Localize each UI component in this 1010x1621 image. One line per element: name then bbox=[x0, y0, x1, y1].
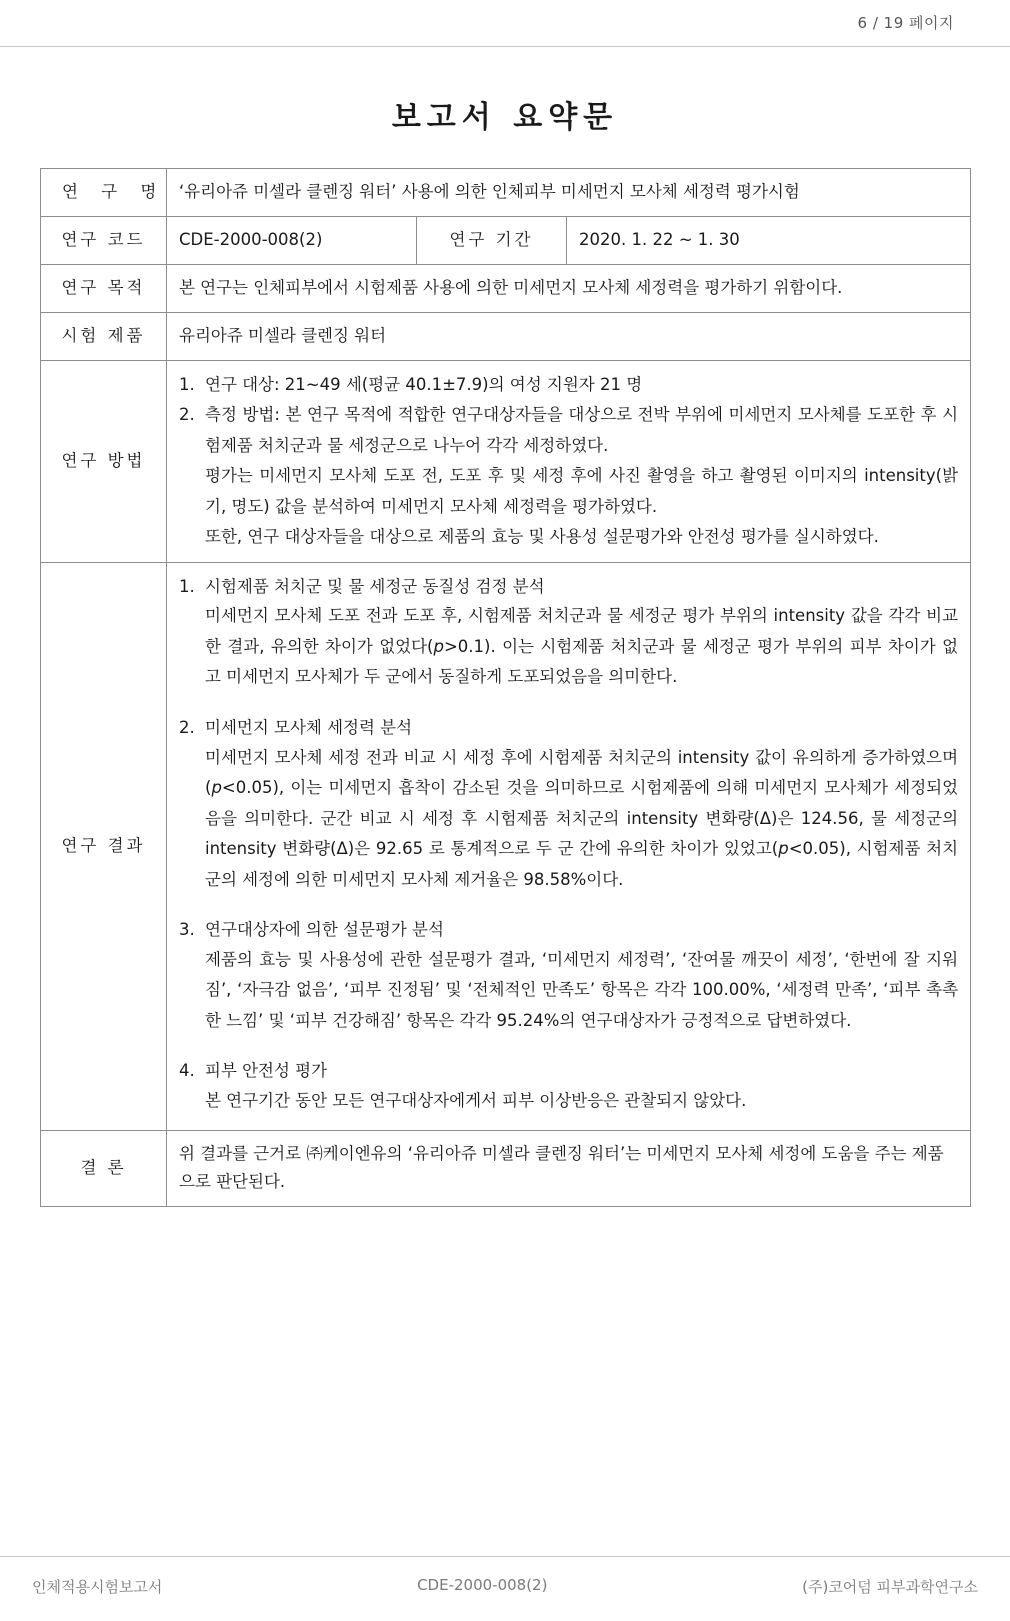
table-row-method bbox=[41, 360, 971, 562]
label-test-product: 시험 제품 bbox=[41, 312, 167, 360]
result-item-body: 미세먼지 모사체 도포 전과 도포 후, 시험제품 처치군과 물 세정군 평가 부위의 intensity 값을 각각 비교한 결과, 유의한 차이가 없었다(p>0.1). 이는 시험제품 처치군과 물 세정군 평가 부위의 피부 차이가 없고 미세먼지 모사체가 두 군에서 동질하게 도포되었음을 의미한다. bbox=[205, 606, 959, 687]
result-item bbox=[179, 1056, 958, 1116]
value-study-period: 2020. 1. 22 ~ 1. 30 bbox=[567, 216, 971, 264]
result-item bbox=[179, 572, 958, 693]
value-study-code: CDE-2000-008(2) bbox=[167, 216, 417, 264]
method-item-continuation: 평가는 미세먼지 모사체 도포 전, 도포 후 및 세정 후에 사진 촬영을 하고 촬영된 이미지의 intensity(밝기, 명도) 값을 분석하여 미세먼지 모사체 세정력을 평가하였다. bbox=[205, 466, 959, 516]
label-method: 연구 방법 bbox=[41, 360, 167, 562]
result-item-head bbox=[179, 572, 958, 602]
method-item-number: 1. bbox=[179, 374, 195, 394]
footer-right: (주)코어덤 피부과학연구소 bbox=[802, 1578, 978, 1596]
table-row-study-name bbox=[41, 169, 971, 217]
result-item-body: 미세먼지 모사체 세정 전과 비교 시 세정 후에 시험제품 처치군의 intensity 값이 유의하게 증가하였으며(p<0.05), 이는 미세먼지 흡착이 감소된 것을 의미하므로 시험제품에 의해 미세먼지 모사체가 세정되었음을 의미한다. 군간 비교 시 세정 후 시험제품 처치군의 intensity 변화량(Δ)은 124.56, 물 세정군의 intensity 변화량(Δ)은 92.65 로 통계적으로 두 군 간에 유의한 차이가 있었고(p<0.05), 시험제품 처치군의 세정에 의한 미세먼지 모사체 제거율은 98.58%이다. bbox=[205, 747, 959, 889]
label-study-purpose: 연구 목적 bbox=[41, 264, 167, 312]
summary-table bbox=[40, 168, 971, 1207]
label-study-code: 연구 코드 bbox=[41, 216, 167, 264]
page-footer bbox=[0, 1576, 1010, 1597]
result-item-head bbox=[179, 713, 958, 743]
result-item-body: 본 연구기간 동안 모든 연구대상자에게서 피부 이상반응은 관찰되지 않았다. bbox=[205, 1091, 747, 1111]
label-result: 연구 결과 bbox=[41, 562, 167, 1130]
table-row-study-code bbox=[41, 216, 971, 264]
method-item-continuation: 또한, 연구 대상자들을 대상으로 제품의 효능 및 사용성 설문평가와 안전성 평가를 실시하였다. bbox=[205, 527, 879, 547]
result-item-number: 2. bbox=[179, 717, 195, 737]
value-method bbox=[167, 360, 971, 562]
result-item-number: 4. bbox=[179, 1061, 195, 1081]
table-row-study-purpose bbox=[41, 264, 971, 312]
result-item-head bbox=[179, 1056, 958, 1086]
table-row-conclusion bbox=[41, 1130, 971, 1207]
label-study-name: 연 구 명 bbox=[41, 169, 167, 217]
result-item-head bbox=[179, 915, 958, 945]
value-result bbox=[167, 562, 971, 1130]
method-item-number: 2. bbox=[179, 405, 195, 425]
label-study-period: 연구 기간 bbox=[417, 216, 567, 264]
result-item bbox=[179, 915, 958, 1036]
result-item-title: 시험제품 처치군 및 물 세정군 동질성 검정 분석 bbox=[205, 576, 545, 596]
result-item-title: 연구대상자에 의한 설문평가 분석 bbox=[205, 920, 444, 940]
result-item-number: 1. bbox=[179, 576, 195, 596]
method-list bbox=[179, 370, 958, 553]
value-study-name: ‘유리아쥬 미셀라 클렌징 워터’ 사용에 의한 인체피부 미세먼지 모사체 세정력 평가시험 bbox=[167, 169, 971, 217]
header-divider bbox=[0, 46, 1010, 47]
label-conclusion: 결 론 bbox=[41, 1130, 167, 1207]
result-item-number: 3. bbox=[179, 920, 195, 940]
result-item bbox=[179, 713, 958, 895]
table-row-result bbox=[41, 562, 971, 1130]
result-item-body: 제품의 효능 및 사용성에 관한 설문평가 결과, ‘미세먼지 세정력’, ‘잔여물 깨끗이 세정’, ‘한번에 잘 지워짐’, ‘자극감 없음’, ‘피부 진정됨’ 및 ‘전체적인 만족도’ 항목은 각각 100.00%, ‘세정력 만족’, ‘피부 촉촉한 느낌’ 및 ‘피부 건강해짐’ 항목은 각각 95.24%의 연구대상자가 긍정적으로 답변하였다. bbox=[205, 949, 959, 1030]
result-item-title: 미세먼지 모사체 세정력 분석 bbox=[205, 717, 413, 737]
page-title: 보고서 요약문 bbox=[391, 100, 619, 135]
method-item-text: 연구 대상: 21~49 세(평균 40.1±7.9)의 여성 지원자 21 명 bbox=[205, 374, 643, 394]
method-item bbox=[179, 370, 958, 401]
method-item bbox=[179, 400, 958, 461]
table-row-test-product bbox=[41, 312, 971, 360]
footer-center: CDE-2000-008(2) bbox=[417, 1576, 548, 1594]
value-conclusion: 위 결과를 근거로 ㈜케이엔유의 ‘유리아쥬 미셀라 클렌징 워터’는 미세먼지 모사체 세정에 도움을 주는 제품으로 판단된다. bbox=[167, 1130, 971, 1207]
footer-divider bbox=[0, 1556, 1010, 1557]
value-test-product: 유리아쥬 미셀라 클렌징 워터 bbox=[167, 312, 971, 360]
footer-left: 인체적용시험보고서 bbox=[32, 1578, 163, 1596]
page-indicator: 6 / 19 페이지 bbox=[857, 14, 954, 32]
result-item-title: 피부 안전성 평가 bbox=[205, 1061, 328, 1081]
value-study-purpose: 본 연구는 인체피부에서 시험제품 사용에 의한 미세먼지 모사체 세정력을 평가하기 위함이다. bbox=[167, 264, 971, 312]
method-item-text: 측정 방법: 본 연구 목적에 적합한 연구대상자들을 대상으로 전박 부위에 미세먼지 모사체를 도포한 후 시험제품 처치군과 물 세정군으로 나누어 각각 세정하였다. bbox=[205, 405, 959, 455]
